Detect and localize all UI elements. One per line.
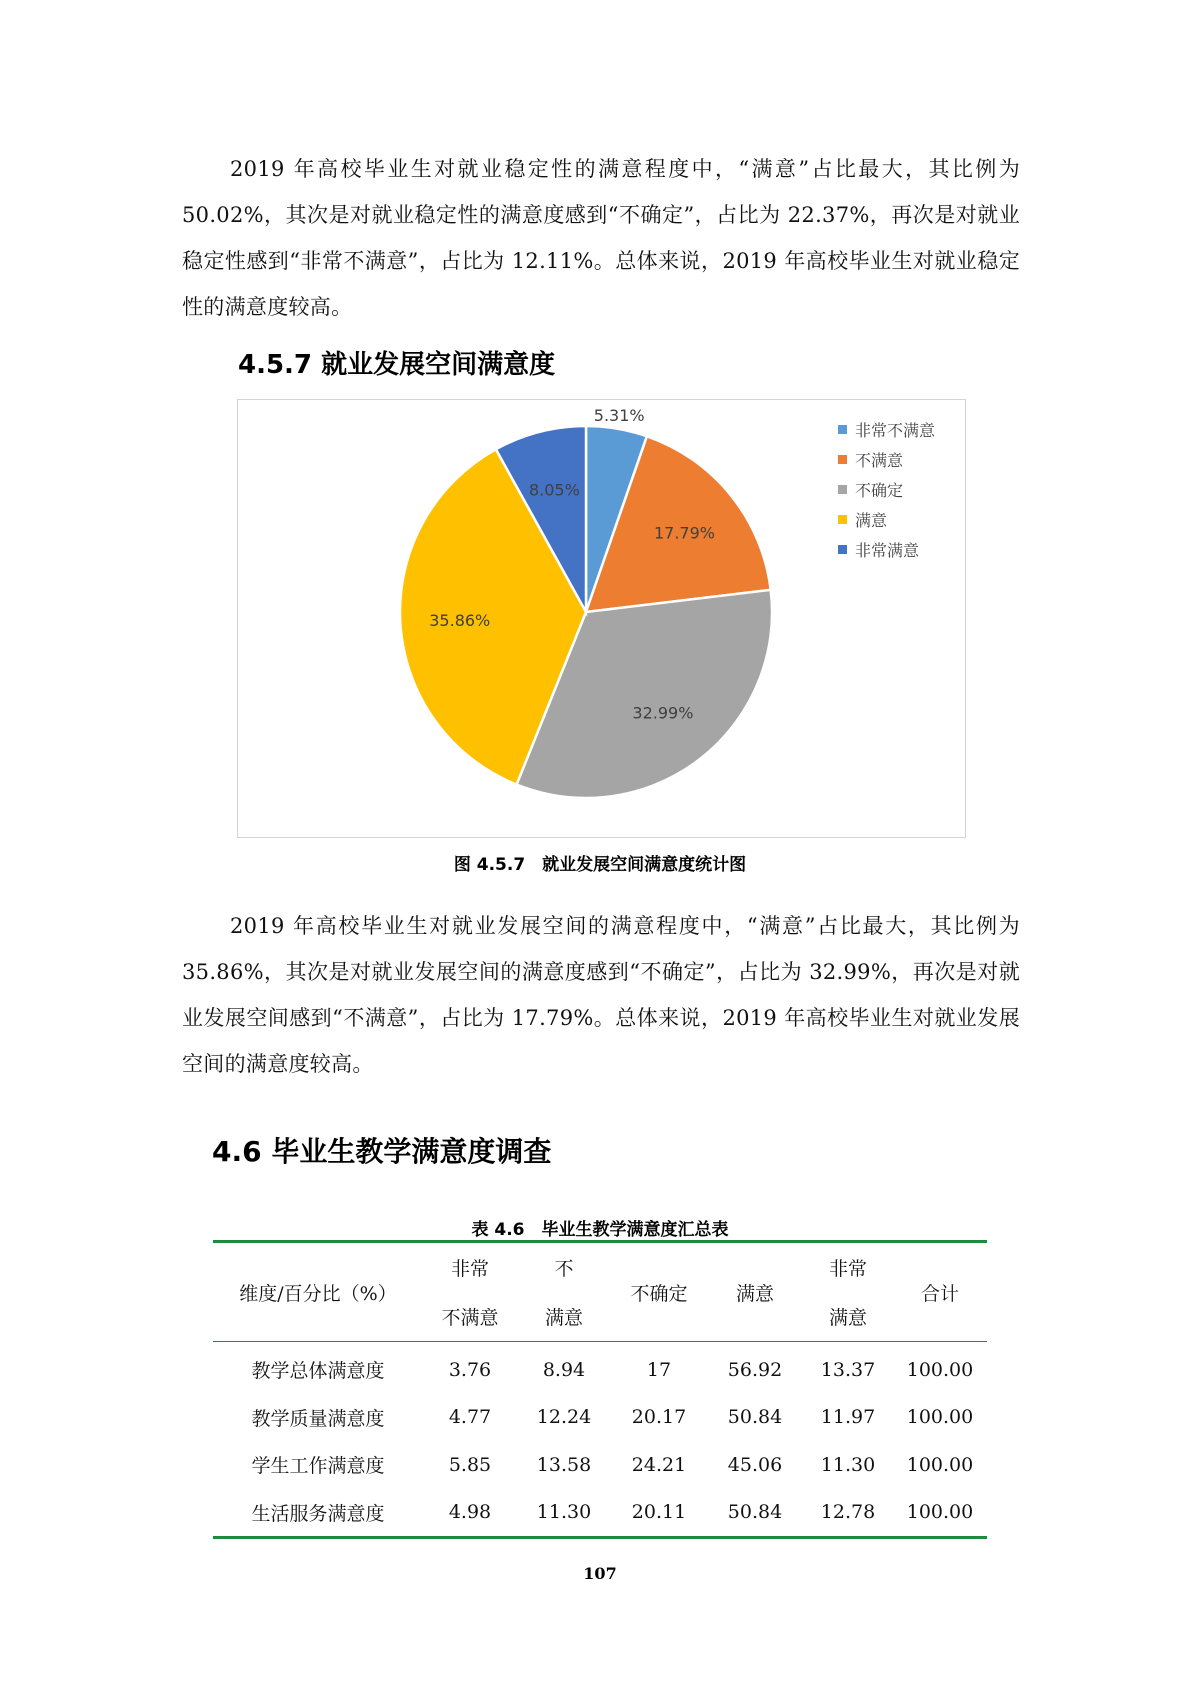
- table-cell: 11.30: [536, 1501, 592, 1524]
- paragraph-development-space: 2019 年高校毕业生对就业发展空间的满意程度中，“满意”占比最大，其比例为 35.86%，其次是对就业发展空间的满意度感到“不确定”，占比为 32.99%，再次是对就业发展空间感到“不满意”，占比为 17.79%。总体来说，2019 年高校毕业生对就业发展空间的满意度较高。: [182, 914, 1020, 1076]
- section-heading-4-5-7: 4.5.7 就业发展空间满意度: [238, 350, 556, 380]
- table-cell: 11.97: [820, 1406, 876, 1429]
- paragraph-employment-stability: 2019 年高校毕业生对就业稳定性的满意程度中，“满意”占比最大，其比例为 50.02%，其次是对就业稳定性的满意度感到“不确定”，占比为 22.37%，再次是对就业稳定性感到“非常不满意”，占比为 12.11%。总体来说，2019 年高校毕业生对就业稳定性的满意度较高。: [182, 157, 1020, 319]
- table-header-cell: [803, 1242, 893, 1342]
- legend-label: 不满意: [855, 450, 904, 470]
- legend-label: 满意: [855, 510, 888, 530]
- header-line: 不满意: [441, 1307, 499, 1329]
- table-cell: 13.37: [820, 1358, 876, 1381]
- legend-swatch: [838, 425, 847, 434]
- legend-swatch: [838, 485, 847, 494]
- table-cell: 教学总体满意度: [251, 1360, 385, 1383]
- legend-swatch: [838, 545, 847, 554]
- legend-item-0: [838, 414, 935, 444]
- table-row: [213, 1489, 987, 1538]
- table-header-cell: [423, 1242, 517, 1342]
- header-line: 满意: [828, 1307, 867, 1329]
- legend-item-2: [838, 474, 935, 504]
- table-cell: 20.11: [631, 1501, 687, 1524]
- table-cell: 学生工作满意度: [251, 1455, 385, 1478]
- table-header-cell: 不确定: [611, 1242, 707, 1342]
- table-cell: 8.94: [542, 1358, 586, 1381]
- table-row: [213, 1394, 987, 1442]
- chart-legend: [838, 414, 935, 564]
- table-body: [213, 1342, 987, 1538]
- table-header-cell: 维度/百分比（%）: [213, 1242, 423, 1342]
- table-cell: 13.58: [536, 1453, 592, 1476]
- table-header-cell: 合计: [893, 1242, 987, 1342]
- table-cell: 45.06: [727, 1453, 783, 1476]
- pie-data-label-2: 32.99%: [632, 703, 694, 723]
- header-line: 满意: [544, 1307, 583, 1329]
- pie-data-label-4: 8.05%: [528, 480, 580, 500]
- legend-label: 非常满意: [855, 540, 920, 560]
- table-cell: 50.84: [727, 1406, 783, 1429]
- table-row: [213, 1441, 987, 1489]
- table-cell: 12.24: [536, 1406, 592, 1429]
- table-cell: 教学质量满意度: [251, 1407, 385, 1430]
- table-header-cell: [517, 1242, 611, 1342]
- table-cell: 生活服务满意度: [251, 1502, 385, 1525]
- legend-swatch: [838, 515, 847, 524]
- table-header-row: [213, 1242, 987, 1342]
- section-heading-4-6: 4.6 毕业生教学满意度调查: [212, 1135, 552, 1168]
- table-cell: 56.92: [727, 1358, 783, 1381]
- pie-data-label-0: 5.31%: [593, 405, 645, 425]
- table-cell: 100.00: [906, 1453, 974, 1476]
- pie-data-label-1: 17.79%: [653, 523, 715, 543]
- table-cell: 17: [646, 1358, 672, 1381]
- table-cell: 4.77: [448, 1406, 492, 1429]
- table-cell: 100.00: [906, 1406, 974, 1429]
- legend-item-1: [838, 444, 935, 474]
- legend-item-4: [838, 534, 935, 564]
- table-cell: 20.17: [631, 1406, 687, 1429]
- pie-data-label-3: 35.86%: [429, 610, 491, 630]
- table-cell: 100.00: [906, 1358, 974, 1381]
- table-row: [213, 1342, 987, 1394]
- figure-caption: 图 4.5.7 就业发展空间满意度统计图: [453, 855, 747, 875]
- table-header-cell: 满意: [707, 1242, 803, 1342]
- legend-label: 非常不满意: [855, 420, 936, 440]
- legend-label: 不确定: [855, 480, 904, 500]
- table-cell: 11.30: [820, 1453, 876, 1476]
- table-caption: 表 4.6 毕业生教学满意度汇总表: [471, 1220, 729, 1240]
- header-line: 非常: [450, 1258, 489, 1280]
- teaching-satisfaction-table: [213, 1240, 987, 1539]
- header-line: 不: [554, 1258, 574, 1280]
- table-cell: 3.76: [448, 1358, 492, 1381]
- table-cell: 5.85: [448, 1453, 492, 1476]
- table-cell: 50.84: [727, 1501, 783, 1524]
- header-line: 非常: [828, 1258, 867, 1280]
- table-cell: 4.98: [448, 1501, 492, 1524]
- pie-chart-container: [237, 399, 966, 838]
- legend-item-3: [838, 504, 935, 534]
- page-number: 107: [583, 1564, 617, 1583]
- table-cell: 12.78: [820, 1501, 876, 1524]
- table-cell: 100.00: [906, 1501, 974, 1524]
- table-cell: 24.21: [631, 1453, 687, 1476]
- legend-swatch: [838, 455, 847, 464]
